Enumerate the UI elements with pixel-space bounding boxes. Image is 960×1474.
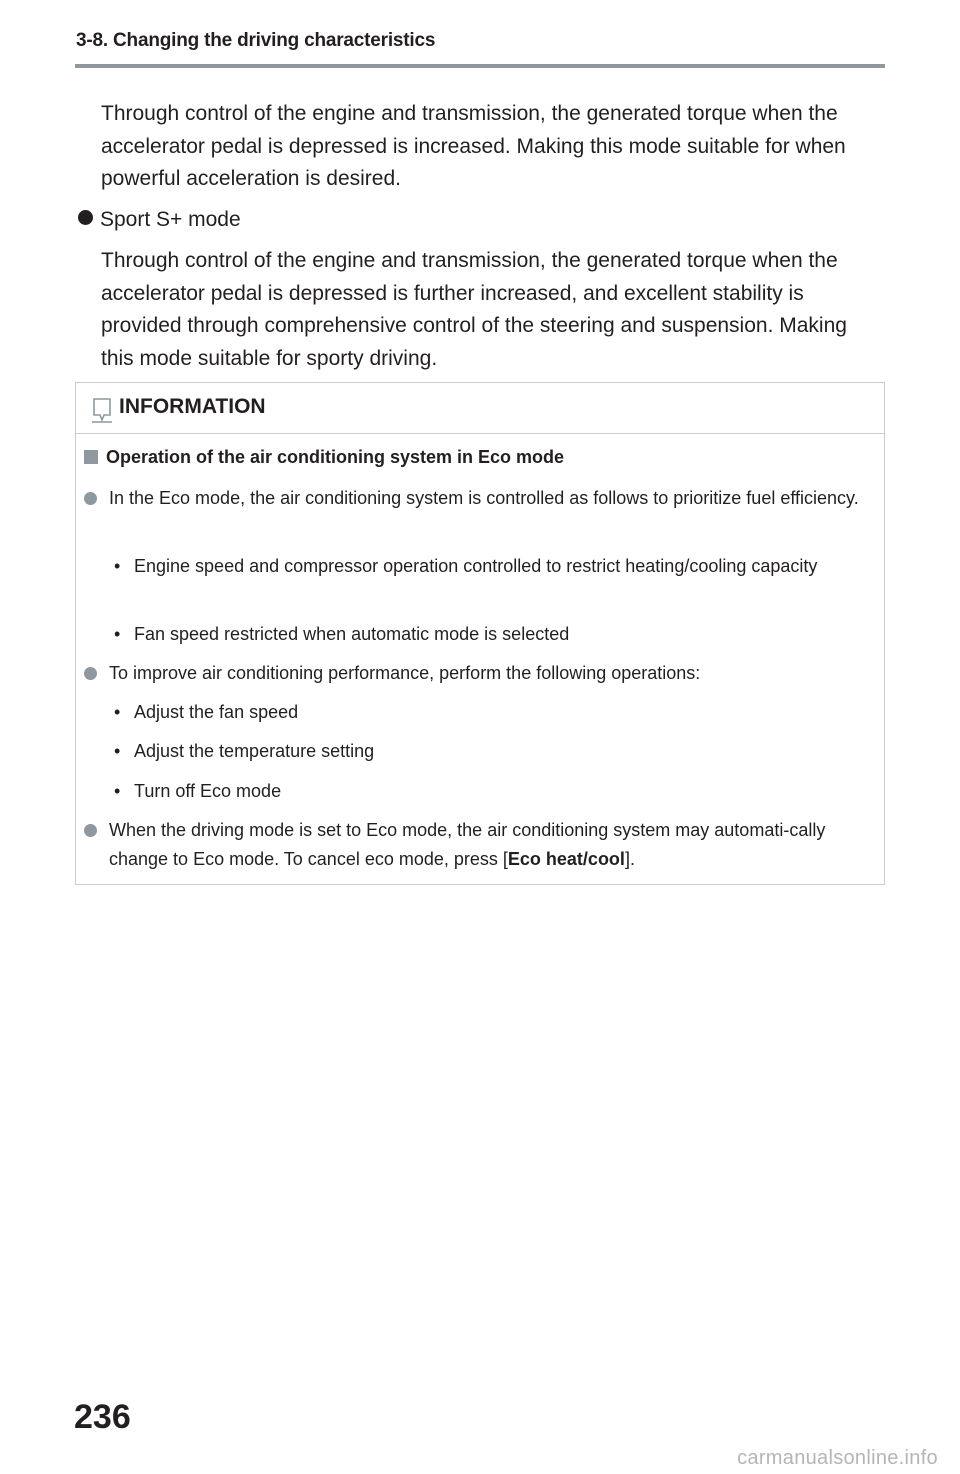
sport-plus-bullet [78, 204, 241, 236]
sub-list-item-text: Engine speed and compressor operation controlled to restrict heating/cooling capacity [134, 556, 818, 576]
section-header: 3-8. Changing the driving characteristics [76, 30, 436, 51]
sub-list-item-text: Adjust the temperature setting [134, 741, 375, 761]
sub-list-item: • Fan speed restricted when automatic mode is selected [114, 620, 854, 649]
sport-plus-description: Through control of the engine and transmission, the generated torque when the accelerator pedal is depressed is further increased, and excellent stability is provided through comprehensive control of the steering and suspension. Making this mode suitable for sporty driving. [101, 249, 847, 370]
list-item-text: When the driving mode is set to Eco mode, the air conditioning system may automati-cally change to Eco mode. To cancel eco mode, press [Eco heat/cool]. [109, 820, 826, 869]
page-number: 236 [74, 1398, 131, 1436]
sub-list-item: • Adjust the fan speed [114, 698, 854, 727]
sub-list-item-text: Adjust the fan speed [134, 702, 299, 722]
bullet-dot-icon [78, 210, 93, 225]
bullet-dot-icon [84, 492, 97, 505]
header-rule [75, 64, 885, 68]
list-item [84, 659, 864, 688]
eco-ac-heading-text: Operation of the air conditioning system in Eco mode [106, 447, 565, 467]
sub-list-item-text: Fan speed restricted when automatic mode is selected [134, 624, 570, 644]
sub-list-item-text: Turn off Eco mode [134, 781, 282, 801]
list-item-text: In the Eco mode, the air conditioning system is controlled as follows to prioritize fuel efficiency. [109, 488, 859, 508]
sub-list-item: • Turn off Eco mode [114, 777, 854, 806]
information-icon [91, 397, 113, 428]
sub-list-item: • Engine speed and compressor operation controlled to restrict heating/cooling capacity [114, 552, 854, 581]
information-title: INFORMATION [119, 395, 266, 418]
information-box [75, 382, 885, 885]
bullet-dot-icon [84, 667, 97, 680]
watermark: carmanualsonline.info [737, 1447, 938, 1469]
list-item-text: To improve air conditioning performance, perform the following operations: [109, 663, 701, 683]
sport-plus-label: Sport S+ mode [100, 208, 241, 231]
list-item [84, 816, 864, 874]
square-bullet-icon [84, 450, 98, 464]
bullet-dot-icon [84, 824, 97, 837]
information-header [76, 383, 884, 434]
intro-paragraph: Through control of the engine and transmission, the generated torque when the accelerator pedal is depressed is increased. Making this mode suitable for when powerful acceleration is desired. [101, 102, 846, 190]
sub-list-item: • Adjust the temperature setting [114, 737, 854, 766]
eco-heat-cool-button-label: Eco heat/cool [507, 849, 625, 869]
eco-ac-heading [84, 447, 564, 468]
list-item [84, 484, 864, 513]
